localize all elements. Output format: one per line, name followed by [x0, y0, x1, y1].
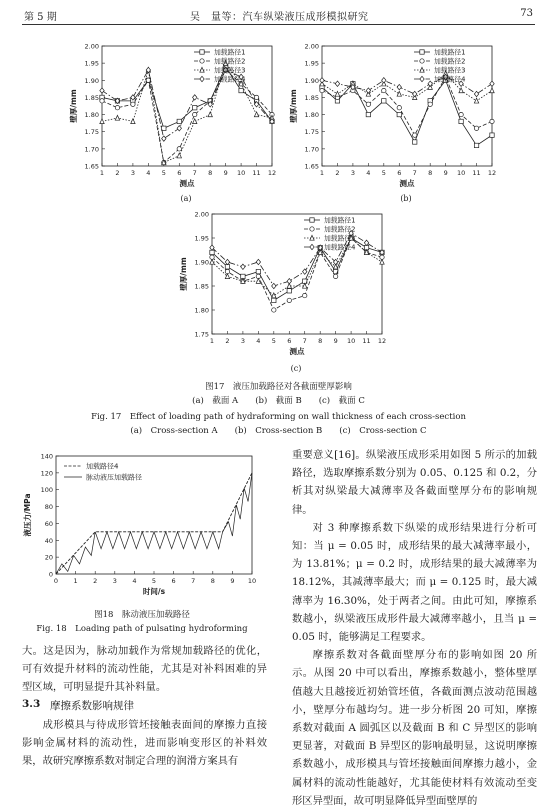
data-point — [162, 126, 166, 130]
x-tick-label: 3 — [112, 577, 117, 585]
x-tick-label: 11 — [472, 169, 481, 177]
x-tick-label: 3 — [240, 337, 245, 345]
x-tick-label: 6 — [287, 337, 292, 345]
data-point — [256, 269, 260, 273]
legend-marker — [310, 218, 314, 222]
x-tick-label: 1 — [73, 577, 78, 585]
data-point — [193, 112, 197, 116]
data-point — [272, 308, 276, 312]
x-tick-label: 10 — [346, 337, 356, 345]
series-line — [212, 238, 382, 310]
series-line — [102, 67, 272, 129]
data-point — [115, 115, 119, 120]
series-line — [212, 238, 382, 296]
legend-marker — [420, 50, 424, 54]
data-point — [413, 91, 417, 96]
x-tick-label: 6 — [397, 169, 402, 177]
data-point — [272, 298, 276, 302]
data-point — [239, 88, 243, 92]
x-tick-label: 4 — [132, 577, 137, 585]
legend-label: 加载路径1 — [214, 48, 246, 57]
x-tick-label: 5 — [161, 169, 166, 177]
y-tick-label: 1.90 — [84, 76, 99, 85]
data-point — [100, 88, 104, 93]
data-point — [474, 91, 478, 96]
data-point — [366, 112, 370, 116]
x-tick-label: 7 — [192, 169, 197, 177]
chart-section-b — [280, 40, 505, 200]
data-point — [490, 119, 494, 123]
x-tick-label: 1 — [99, 169, 105, 177]
panel-label-c: (c) — [290, 364, 302, 373]
data-point — [364, 240, 368, 245]
series-line — [56, 473, 252, 574]
data-point — [241, 264, 245, 269]
x-tick-label: 2 — [225, 337, 230, 345]
y-tick-label: 1.70 — [304, 145, 319, 154]
data-point — [320, 88, 324, 92]
y-tick-label: 100 — [40, 486, 53, 495]
x-tick-label: 10 — [236, 169, 246, 177]
legend-label: 加载路径4 — [434, 75, 466, 84]
data-point — [490, 133, 494, 137]
legend-label: 加载路径1 — [434, 48, 466, 57]
x-tick-label: 12 — [377, 337, 387, 345]
y-tick-label: 1.80 — [84, 111, 99, 120]
legend-label: 加载路径4 — [86, 462, 119, 471]
right-paragraph-2: 对 3 种摩擦系数下纵梁的成形结果进行分析可知：当 μ = 0.05 时，成形结果的最大减薄率最小，为 13.81%；μ = 0.2 时，成形结果的最大减薄率为 18.12%，其减薄率最大；而 μ = 0.125 时，最大减薄率为 16.30%，处于两者之间。由此可知，摩擦系数越小，纵梁液压成形件最大减薄率越小，且当 μ = 0.05 时，能够满足工程要求。 — [292, 521, 537, 644]
x-tick-label: 11 — [362, 337, 371, 345]
section-number: 3.3 — [22, 698, 41, 710]
legend-marker — [310, 244, 314, 249]
data-point — [287, 289, 291, 293]
data-point — [210, 250, 214, 254]
y-tick-label: 1.85 — [194, 282, 209, 291]
x-tick-label: 7 — [191, 577, 196, 585]
data-point — [382, 88, 386, 92]
y-tick-label: 40 — [44, 536, 53, 545]
x-tick-label: 3 — [130, 169, 135, 177]
legend-label: 加载路径3 — [324, 234, 356, 243]
y-tick-label: 1.70 — [84, 145, 99, 154]
y-tick-label: 1.90 — [194, 258, 209, 267]
series-line — [56, 473, 252, 574]
data-point — [303, 293, 307, 297]
y-tick-label: 1.85 — [304, 93, 319, 102]
data-point — [115, 106, 119, 110]
data-point — [287, 279, 291, 284]
x-tick-label: 1 — [209, 337, 215, 345]
x-tick-label: 0 — [53, 577, 59, 585]
page-number: 73 — [520, 8, 533, 19]
y-tick-label: 1.65 — [84, 162, 99, 171]
data-point — [254, 112, 258, 117]
fig17-caption-cn: 图17 液压加载路径对各截面壁厚影响 — [205, 382, 352, 392]
data-point — [397, 106, 401, 110]
y-tick-label: 1.95 — [194, 234, 209, 243]
y-tick-label: 120 — [40, 469, 53, 478]
x-tick-label: 1 — [319, 169, 325, 177]
x-tick-label: 8 — [208, 169, 213, 177]
data-point — [287, 298, 291, 302]
series-line — [212, 238, 382, 300]
data-point — [177, 153, 181, 158]
y-tick-label: 1.75 — [304, 128, 319, 137]
data-point — [320, 78, 324, 83]
issue-number: 第 5 期 — [24, 12, 57, 23]
data-point — [459, 119, 463, 123]
data-point — [474, 98, 478, 103]
x-axis-label: 测点 — [179, 179, 195, 188]
panel-label-a: (a) — [180, 194, 192, 203]
right-column — [292, 446, 537, 810]
chart-section-c — [170, 208, 395, 368]
data-point — [413, 133, 417, 137]
chart-pulsating-path — [22, 448, 262, 608]
y-tick-label: 1.80 — [194, 306, 209, 315]
fig17-sub-cn: (a) 截面 A (b) 截面 B (c) 截面 C — [192, 396, 365, 406]
data-point — [225, 265, 229, 269]
y-tick-label: 2.00 — [194, 210, 209, 219]
y-tick-label: 2.00 — [84, 42, 99, 51]
data-point — [225, 259, 229, 264]
data-point — [256, 259, 260, 264]
left-paragraph-2 — [22, 716, 267, 771]
data-point — [366, 88, 370, 93]
y-axis-label: 壁厚/mm — [179, 257, 188, 291]
x-tick-label: 5 — [271, 337, 276, 345]
x-tick-label: 9 — [333, 337, 338, 345]
y-tick-label: 1.75 — [84, 128, 99, 137]
data-point — [335, 91, 339, 96]
right-paragraph-3: 摩擦系数对各截面壁厚分布的影响如图 20 所示。从图 20 中可以看出，摩擦系数越小，整体壁厚值越大且越接近初始管坯值，各截面测点波动范围越小，壁厚分布越均匀。进一步分析图 20 可知，摩擦系数对截面 A 圆弧区以及截面 B 和 C 异型区的影响更显著，对截面 B 异型区的影响最明显，这说明摩擦系数越小，成形模具与管坯接触面间摩擦力越小，金属材料的流动性能越好，尤其能使材料有效流动至变形区异型面，故可明显降低异型面壁厚的 — [292, 649, 537, 807]
legend-label: 加载路径1 — [324, 216, 356, 225]
x-tick-label: 8 — [428, 169, 433, 177]
data-point — [193, 106, 197, 110]
y-tick-label: 0 — [48, 570, 53, 579]
running-title: 吴 量等：汽车纵梁液压成形模拟研究 — [190, 12, 369, 23]
series-line — [102, 70, 272, 163]
data-point — [490, 88, 494, 93]
data-point — [162, 136, 166, 141]
data-point — [100, 119, 104, 124]
plot-frame — [102, 46, 272, 166]
y-tick-label: 2.00 — [304, 42, 319, 51]
x-tick-label: 3 — [350, 169, 355, 177]
x-tick-label: 4 — [146, 169, 151, 177]
data-point — [177, 119, 181, 123]
legend-marker — [420, 59, 424, 63]
data-point — [131, 102, 135, 106]
section-title: 摩擦系数影响规律 — [50, 700, 134, 712]
left-paragraph-2-text: 成形模具与待成形管坯接触表面间的摩擦力直接影响金属材料的流动性，进而影响变形区的补料效果，故研究摩擦系数对制定合理的润滑方案具有 — [22, 719, 267, 768]
x-tick-label: 12 — [267, 169, 277, 177]
fig18-caption-cn: 图18 脉动液压加载路径 — [94, 610, 190, 620]
x-tick-label: 5 — [381, 169, 386, 177]
legend-marker — [200, 59, 204, 63]
x-tick-label: 2 — [115, 169, 120, 177]
data-point — [366, 102, 370, 106]
legend-label: 加载路径4 — [324, 243, 356, 252]
data-point — [382, 99, 386, 103]
x-tick-label: 8 — [210, 577, 215, 585]
data-point — [397, 91, 401, 96]
data-point — [382, 78, 386, 83]
y-tick-label: 1.85 — [84, 93, 99, 102]
x-tick-label: 10 — [456, 169, 466, 177]
y-tick-label: 1.95 — [304, 59, 319, 68]
legend-label: 加载路径2 — [214, 57, 246, 66]
data-point — [474, 126, 478, 130]
data-point — [100, 99, 104, 103]
data-point — [208, 112, 212, 117]
left-paragraph — [22, 642, 267, 697]
x-tick-label: 6 — [171, 577, 176, 585]
panel-label-b: (b) — [400, 194, 412, 203]
x-tick-label: 2 — [335, 169, 340, 177]
x-tick-label: 9 — [223, 169, 228, 177]
x-tick-label: 9 — [443, 169, 448, 177]
x-tick-label: 10 — [247, 577, 257, 585]
data-point — [397, 84, 401, 89]
y-tick-label: 1.90 — [304, 76, 319, 85]
legend-label: 加载路径3 — [214, 66, 246, 75]
fig18-caption-en: Fig. 18 Loading path of pulsating hydroforming — [36, 624, 248, 634]
data-point — [272, 283, 276, 288]
y-tick-label: 20 — [44, 553, 53, 562]
data-point — [380, 259, 384, 264]
data-point — [177, 147, 181, 151]
plot-frame — [212, 214, 382, 334]
x-tick-label: 9 — [230, 577, 235, 585]
data-point — [193, 95, 197, 100]
x-tick-label: 7 — [302, 337, 307, 345]
data-point — [490, 81, 494, 86]
y-tick-label: 60 — [44, 519, 53, 528]
series-line — [102, 63, 272, 162]
data-point — [474, 143, 478, 147]
x-tick-label: 2 — [93, 577, 98, 585]
data-point — [254, 95, 258, 99]
legend-marker — [310, 227, 314, 231]
x-tick-label: 6 — [177, 169, 182, 177]
series-line — [322, 77, 492, 94]
x-tick-label: 4 — [366, 169, 371, 177]
x-axis-label: 测点 — [399, 179, 415, 188]
y-tick-label: 1.80 — [304, 111, 319, 120]
data-point — [335, 81, 339, 86]
header-rule — [22, 24, 535, 25]
x-tick-label: 11 — [252, 169, 261, 177]
legend-label: 加载路径2 — [434, 57, 466, 66]
y-axis-label: 壁厚/mm — [69, 89, 78, 123]
y-tick-label: 140 — [40, 452, 53, 461]
data-point — [333, 274, 337, 278]
x-axis-label: 时间/s — [142, 587, 166, 596]
x-tick-label: 12 — [487, 169, 497, 177]
legend-label: 脉动液压加载路径 — [86, 473, 142, 482]
legend-label: 加载路径4 — [214, 75, 246, 84]
data-point — [459, 112, 463, 116]
data-point — [272, 293, 276, 298]
x-tick-label: 5 — [151, 577, 157, 585]
left-paragraph-text: 大。这是因为，脉动加载作为常规加载路径的优化，可有效提升材料的流动性能，尤其是对补料困难的异型区域，可明显提升其补料量。 — [22, 645, 267, 694]
series-line — [322, 80, 492, 145]
x-tick-label: 7 — [412, 169, 417, 177]
legend-marker — [420, 76, 424, 81]
chart-section-a — [60, 40, 285, 200]
data-point — [177, 126, 181, 131]
fig17-sub-en: (a) Cross-section A (b) Cross-section B (c) Cross-section C — [130, 426, 427, 436]
legend-marker — [200, 50, 204, 54]
legend-label: 加载路径2 — [324, 225, 356, 234]
y-tick-label: 1.65 — [304, 162, 319, 171]
legend-label: 加载路径3 — [434, 66, 466, 75]
y-tick-label: 1.95 — [84, 59, 99, 68]
page-header — [0, 0, 557, 30]
series-line — [102, 70, 272, 139]
y-tick-label: 1.75 — [194, 330, 209, 339]
fig17-caption-en: Fig. 17 Effect of loading path of hydraforming on wall thickness of each cross-section — [91, 412, 466, 422]
x-axis-label: 测点 — [289, 347, 305, 356]
x-tick-label: 4 — [256, 337, 261, 345]
data-point — [413, 140, 417, 144]
y-axis-label: 液压力/MPa — [23, 493, 32, 537]
data-point — [428, 102, 432, 106]
y-axis-label: 壁厚/mm — [289, 89, 298, 123]
y-tick-label: 80 — [44, 503, 53, 512]
plot-frame — [322, 46, 492, 166]
legend-marker — [200, 76, 204, 81]
x-tick-label: 8 — [318, 337, 323, 345]
data-point — [397, 112, 401, 116]
right-paragraph-1: 重要意义[16]。纵梁液压成形采用如图 5 所示的加载路径，选取摩擦系数分别为 0.05、0.125 和 0.2，分析其对纵梁最大减薄率及各截面壁厚分布的影响规律。 — [292, 449, 537, 516]
